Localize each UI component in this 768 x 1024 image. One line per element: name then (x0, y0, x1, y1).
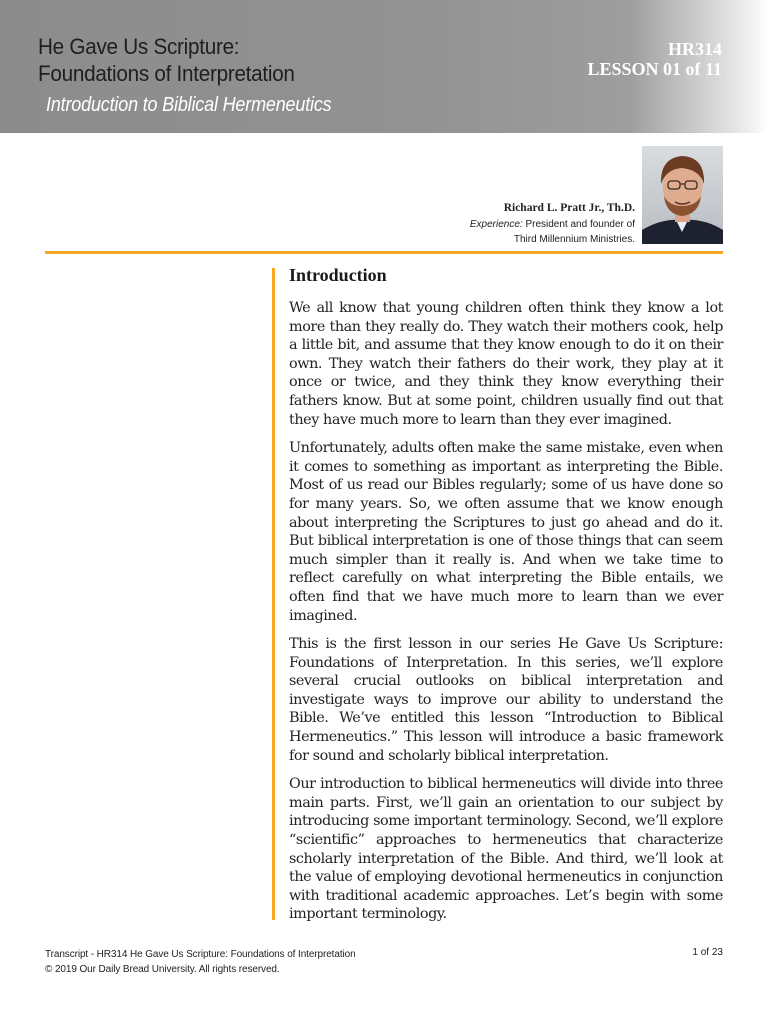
paragraph: Unfortunately, adults often make the same mistake, even when it comes to something as important as interpreting the Bible. Most of us read our Bibles regularly; some of us have done so for many years. So, we often assume that we know enough about interpreting the Scriptures to just go ahead and do it. But biblical interpretation is one of those things that can seem much simpler than it really is. And when we take time to reflect carefully on what interpreting the Bible entails, we often find that we have much more to learn than we ever imagined. (289, 440, 723, 624)
series-title-line-1: He Gave Us Scripture: (38, 34, 240, 59)
paragraph: This is the first lesson in our series He Gave Us Scripture: Foundations of Interpretation. In this series, we’ll explore several crucial outlooks on biblical interpretation and investigate ways to improve our ability to understand the Bible. We’ve entitled this lesson “Introduction to Biblical Hermeneutics.” This lesson will introduce a basic framework for sound and scholarly biblical interpretation. (289, 636, 723, 764)
author-experience-line-2: Third Millennium Ministries. (513, 234, 635, 245)
footer-transcript: Transcript - HR314 He Gave Us Scripture: Foundations of Interpretation (45, 949, 356, 960)
header-banner (0, 0, 768, 133)
author-portrait-image (642, 146, 723, 244)
lesson-number: LESSON 01 of 11 (587, 59, 722, 79)
experience-line-1: President and founder of (522, 219, 635, 230)
section-heading: Introduction (289, 265, 387, 285)
header-divider (45, 251, 723, 254)
footer-info (45, 947, 356, 977)
series-title (38, 33, 424, 87)
author-experience (335, 217, 635, 232)
series-title-line-2: Foundations of Interpretation (38, 61, 295, 86)
footer-copyright: © 2019 Our Daily Bread University. All rights reserved. (45, 964, 280, 975)
author-photo (642, 146, 723, 244)
author-name: Richard L. Pratt Jr., Th.D. (503, 202, 635, 214)
content-side-bar (272, 268, 275, 920)
main-content (289, 262, 723, 934)
author-info (335, 200, 635, 247)
course-code: HR314 (668, 39, 722, 59)
paragraph: Our introduction to biblical hermeneutics will divide into three main parts. First, we’ll gain an orientation to our subject by introducing some important terminology. Second, we’ll explore “scientific” approaches to hermeneutics that characterize scholarly interpretation of the Bible. And third, we’ll look at the value of employing devotional hermeneutics in conjunction with traditional academic approaches. Let’s begin with some important terminology. (289, 776, 723, 923)
paragraph: We all know that young children often think they know a lot more than they really do. They watch their mothers cook, help a little bit, and assume that they know enough to do it on their own. They watch their fathers do their work, they play at it once or twice, and they think they know everything their fathers know. But at some point, children usually find out that they have much more to learn than they ever imagined. (289, 300, 723, 428)
experience-label: Experience: (469, 219, 523, 230)
lesson-title: Introduction to Biblical Hermeneutics (46, 94, 332, 116)
page-number: 1 of 23 (692, 947, 723, 958)
